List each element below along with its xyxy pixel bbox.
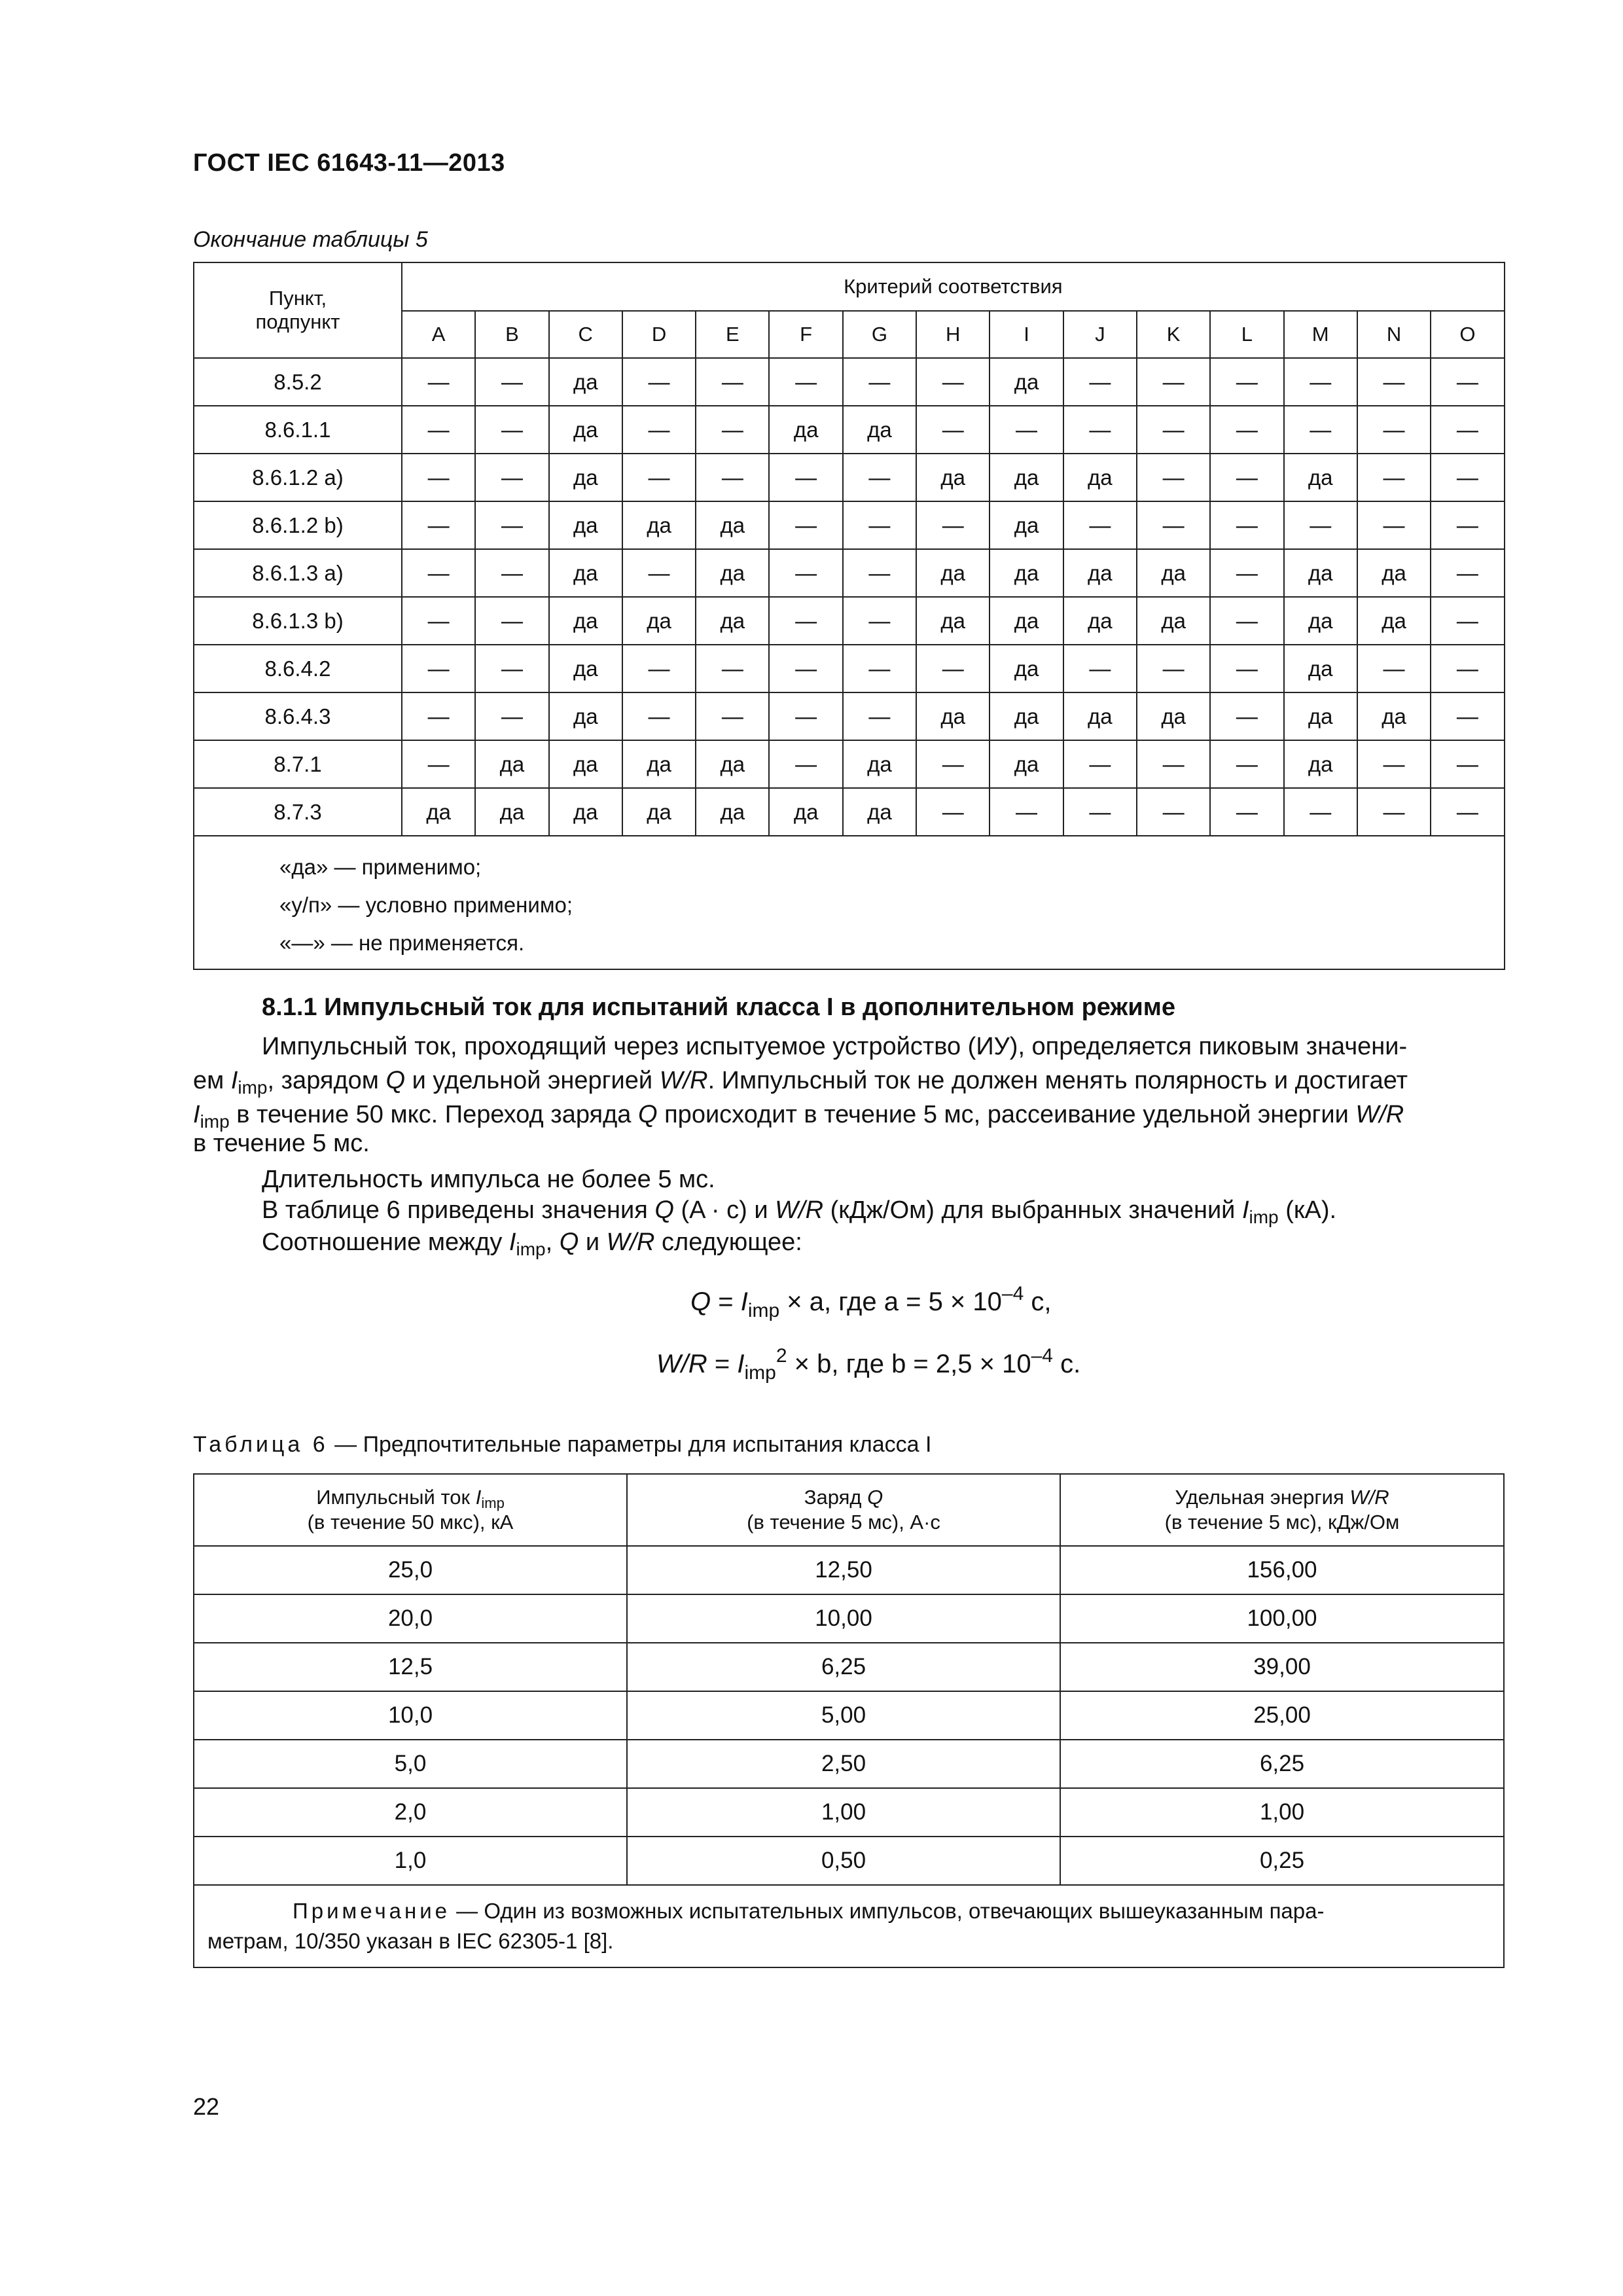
table5-cell: да bbox=[990, 740, 1063, 788]
table5-cell: — bbox=[843, 645, 916, 692]
table5-item-cell: 8.7.1 bbox=[194, 740, 402, 788]
table5-cell: да bbox=[990, 692, 1063, 740]
table5-cell: — bbox=[1137, 406, 1210, 454]
table5-col-header: I bbox=[990, 311, 1063, 358]
table5-col-header: C bbox=[549, 311, 622, 358]
table6-cell: 39,00 bbox=[1060, 1643, 1504, 1691]
table5-cell: — bbox=[843, 358, 916, 406]
table6-caption: Таблица 6 — Предпочтительные параметры для испытания класса I bbox=[193, 1432, 932, 1457]
table5-col-header: M bbox=[1284, 311, 1357, 358]
paragraph-1-line-3: $I_{imp}$ в течение 50 мкс. Переход заряда Q происходит в течение 5 мс, рассеивание удельной энергии W/R bbox=[193, 1101, 1404, 1132]
table5-col-header: J bbox=[1063, 311, 1137, 358]
table5-cell: да bbox=[696, 549, 769, 597]
table5-cell: — bbox=[696, 692, 769, 740]
table5-cell: — bbox=[1210, 788, 1283, 836]
paragraph-4: Соотношение между $I_{imp}$, Q и W/R следующее: bbox=[262, 1229, 802, 1259]
table5-cell: да bbox=[990, 645, 1063, 692]
table6-cell: 20,0 bbox=[194, 1594, 627, 1643]
table5-cell: да bbox=[549, 692, 622, 740]
table5-item-cell: 8.6.4.2 bbox=[194, 645, 402, 692]
table5-cell: да bbox=[549, 358, 622, 406]
table5-item-cell: 8.6.4.3 bbox=[194, 692, 402, 740]
table5-item-cell: 8.7.3 bbox=[194, 788, 402, 836]
table5-col-header: B bbox=[475, 311, 548, 358]
table5-cell: да bbox=[696, 501, 769, 549]
table6-cell: 1,00 bbox=[627, 1788, 1060, 1837]
table5-cell: да bbox=[622, 740, 696, 788]
table5-cell: — bbox=[1284, 788, 1357, 836]
table5-cell: — bbox=[916, 501, 990, 549]
table5-col-header: D bbox=[622, 311, 696, 358]
table5-cell: — bbox=[1063, 358, 1137, 406]
table5-cell: — bbox=[402, 692, 475, 740]
table5-cell: — bbox=[916, 645, 990, 692]
table5-cell: — bbox=[696, 406, 769, 454]
table5-cell: — bbox=[1357, 501, 1431, 549]
table5-cell: — bbox=[1210, 501, 1283, 549]
table-row bbox=[194, 1788, 1504, 1837]
table5-group-header: Критерий соответствия bbox=[402, 262, 1505, 311]
table5-col-header: H bbox=[916, 311, 990, 358]
table5-cell: да bbox=[549, 501, 622, 549]
table6 bbox=[193, 1473, 1505, 1968]
table5-cell: да bbox=[916, 597, 990, 645]
table5-cell: да bbox=[549, 788, 622, 836]
table5-cell: да bbox=[696, 597, 769, 645]
table5-cell: — bbox=[1431, 692, 1504, 740]
table-row bbox=[194, 645, 1505, 692]
table5-cell: — bbox=[1431, 740, 1504, 788]
table5-cell: — bbox=[475, 597, 548, 645]
table6-cell: 0,25 bbox=[1060, 1837, 1504, 1885]
table5-cell: да bbox=[990, 597, 1063, 645]
table5-caption: Окончание таблицы 5 bbox=[193, 227, 428, 252]
table5-cell: да bbox=[843, 406, 916, 454]
table5-cell: да bbox=[990, 454, 1063, 501]
table6-header-current: Импульсный ток $I_{imp}$ (в течение 50 мкс), кА bbox=[194, 1474, 627, 1546]
table5-cell: — bbox=[1210, 406, 1283, 454]
table-row bbox=[194, 454, 1505, 501]
table5-cell: — bbox=[1210, 358, 1283, 406]
table5-cell: да bbox=[622, 501, 696, 549]
table5-cell: да bbox=[1063, 549, 1137, 597]
table5-cell: — bbox=[769, 358, 842, 406]
table5-cell: — bbox=[916, 358, 990, 406]
table6-cell: 25,00 bbox=[1060, 1691, 1504, 1740]
table5-cell: да bbox=[1063, 597, 1137, 645]
table-row bbox=[194, 501, 1505, 549]
table5-cell: да bbox=[1284, 597, 1357, 645]
table-row bbox=[194, 597, 1505, 645]
page-number: 22 bbox=[193, 2093, 220, 2120]
table5-cell: да bbox=[1284, 454, 1357, 501]
table5-cell: — bbox=[769, 645, 842, 692]
table-row bbox=[194, 549, 1505, 597]
table5-cell: — bbox=[843, 549, 916, 597]
table5-cell: да bbox=[549, 645, 622, 692]
table5-cell: да bbox=[1063, 454, 1137, 501]
table5-cell: да bbox=[843, 740, 916, 788]
table5-col-header: F bbox=[769, 311, 842, 358]
table5-cell: да bbox=[696, 788, 769, 836]
table5-cell: да bbox=[1357, 597, 1431, 645]
table5-cell: — bbox=[402, 406, 475, 454]
table5-cell: да bbox=[769, 406, 842, 454]
table5-cell: да bbox=[990, 501, 1063, 549]
paragraph-1-line-1: Импульсный ток, проходящий через испытуемое устройство (ИУ), определяется пиковым значени- bbox=[262, 1033, 1408, 1060]
table5-cell: да bbox=[769, 788, 842, 836]
table-row bbox=[194, 692, 1505, 740]
table5-cell: — bbox=[622, 549, 696, 597]
table5-cell: — bbox=[1431, 454, 1504, 501]
table5-cell: да bbox=[1063, 692, 1137, 740]
table5-col0-header: Пункт, подпункт bbox=[194, 262, 402, 358]
table5-cell: — bbox=[1284, 406, 1357, 454]
table5-item-cell: 8.5.2 bbox=[194, 358, 402, 406]
table5-cell: — bbox=[1431, 501, 1504, 549]
table6-cell: 12,50 bbox=[627, 1546, 1060, 1594]
table5-cell: — bbox=[1431, 645, 1504, 692]
table-row bbox=[194, 1837, 1504, 1885]
table5-cell: да bbox=[622, 597, 696, 645]
table5-cell: — bbox=[843, 692, 916, 740]
table5-cell: — bbox=[843, 597, 916, 645]
table5-cell: да bbox=[990, 358, 1063, 406]
table5-cell: — bbox=[1063, 788, 1137, 836]
table5-cell: да bbox=[916, 454, 990, 501]
table5-cell: да bbox=[1284, 549, 1357, 597]
table5-cell: — bbox=[1137, 358, 1210, 406]
table5-cell: да bbox=[549, 549, 622, 597]
table5-cell: — bbox=[1284, 358, 1357, 406]
table5-item-cell: 8.6.1.2 a) bbox=[194, 454, 402, 501]
table5-cell: да bbox=[1284, 692, 1357, 740]
table6-cell: 2,50 bbox=[627, 1740, 1060, 1788]
table5-cell: — bbox=[843, 501, 916, 549]
table5-cell: да bbox=[549, 406, 622, 454]
table5-cell: — bbox=[622, 358, 696, 406]
table5-cell: — bbox=[1431, 597, 1504, 645]
table5-cell: — bbox=[622, 645, 696, 692]
table5-cell: — bbox=[696, 645, 769, 692]
table5-cell: — bbox=[1137, 788, 1210, 836]
table-row bbox=[194, 788, 1505, 836]
table5-cell: — bbox=[622, 692, 696, 740]
table5-col-header: L bbox=[1210, 311, 1283, 358]
table5-cell: да bbox=[1137, 597, 1210, 645]
table5-cell: — bbox=[1357, 645, 1431, 692]
table-row bbox=[194, 1643, 1504, 1691]
table5-cell: — bbox=[843, 454, 916, 501]
table5-cell: — bbox=[990, 406, 1063, 454]
table5-item-cell: 8.6.1.1 bbox=[194, 406, 402, 454]
table-row bbox=[194, 1546, 1504, 1594]
table5-cell: — bbox=[1357, 358, 1431, 406]
table5-cell: — bbox=[475, 454, 548, 501]
table5-cell: — bbox=[916, 740, 990, 788]
table-row bbox=[194, 740, 1505, 788]
table-row bbox=[194, 1691, 1504, 1740]
table5-cell: — bbox=[1357, 454, 1431, 501]
table5-cell: — bbox=[1137, 501, 1210, 549]
table5-cell: — bbox=[1357, 788, 1431, 836]
formula-wr: $W/R = I_{imp}^2 \times b$, где $b = 2,5 \times 10^{-4}$ c. bbox=[656, 1345, 1081, 1384]
table5-cell: — bbox=[402, 597, 475, 645]
table5-cell: — bbox=[696, 358, 769, 406]
table5-cell: да bbox=[1357, 692, 1431, 740]
table5-col-header: K bbox=[1137, 311, 1210, 358]
table5-cell: — bbox=[1137, 454, 1210, 501]
table5-col-header: E bbox=[696, 311, 769, 358]
table5-cell: да bbox=[402, 788, 475, 836]
table5-cell: — bbox=[916, 788, 990, 836]
table5-cell: да bbox=[916, 549, 990, 597]
paragraph-1-line-2: ем $I_{imp}$, зарядом Q и удельной энергией W/R. Импульсный ток не должен менять полярность и достигает bbox=[193, 1067, 1408, 1098]
table5-cell: — bbox=[1431, 406, 1504, 454]
table5-cell: — bbox=[1210, 740, 1283, 788]
table6-cell: 6,25 bbox=[1060, 1740, 1504, 1788]
table5-cell: да bbox=[549, 597, 622, 645]
table5-cell: — bbox=[1137, 645, 1210, 692]
table5-cell: — bbox=[1210, 549, 1283, 597]
table6-cell: 12,5 bbox=[194, 1643, 627, 1691]
table6-cell: 6,25 bbox=[627, 1643, 1060, 1691]
table5-cell: — bbox=[1063, 406, 1137, 454]
table5-cell: — bbox=[990, 788, 1063, 836]
section-title: 8.1.1 Импульсный ток для испытаний класса I в дополнительном режиме bbox=[262, 994, 1175, 1021]
document-header: ГОСТ IEC 61643-11—2013 bbox=[193, 149, 505, 177]
table5-cell: — bbox=[402, 549, 475, 597]
table5-cell: — bbox=[769, 501, 842, 549]
table5-cell: — bbox=[1063, 501, 1137, 549]
table5-cell: да bbox=[549, 454, 622, 501]
table5-cell: — bbox=[402, 645, 475, 692]
table6-cell: 10,0 bbox=[194, 1691, 627, 1740]
table5-cell: — bbox=[475, 501, 548, 549]
table5-cell: — bbox=[1357, 406, 1431, 454]
table5-cell: — bbox=[475, 358, 548, 406]
table5-cell: — bbox=[475, 549, 548, 597]
table5-cell: да bbox=[1284, 740, 1357, 788]
table6-header-charge: Заряд Q (в течение 5 мс), А·с bbox=[627, 1474, 1060, 1546]
table5-cell: — bbox=[769, 692, 842, 740]
table5-legend: «да» — применимо; «у/п» — условно применимо; «—» — не применяется. bbox=[194, 836, 1505, 969]
table5-cell: да bbox=[1137, 692, 1210, 740]
table5-cell: да bbox=[1137, 549, 1210, 597]
table5-cell: — bbox=[696, 454, 769, 501]
table6-cell: 10,00 bbox=[627, 1594, 1060, 1643]
table5-cell: — bbox=[475, 406, 548, 454]
table5-cell: — bbox=[622, 454, 696, 501]
table5-cell: — bbox=[916, 406, 990, 454]
table5-cell: — bbox=[622, 406, 696, 454]
table6-cell: 5,0 bbox=[194, 1740, 627, 1788]
table5-cell: — bbox=[402, 501, 475, 549]
table5-item-cell: 8.6.1.3 b) bbox=[194, 597, 402, 645]
table5 bbox=[193, 262, 1505, 970]
table5-cell: да bbox=[990, 549, 1063, 597]
table6-cell: 1,00 bbox=[1060, 1788, 1504, 1837]
table5-cell: — bbox=[402, 454, 475, 501]
table5-cell: да bbox=[622, 788, 696, 836]
table5-col-header: N bbox=[1357, 311, 1431, 358]
table5-cell: — bbox=[402, 358, 475, 406]
table5-cell: да bbox=[916, 692, 990, 740]
table6-cell: 100,00 bbox=[1060, 1594, 1504, 1643]
table5-cell: — bbox=[1137, 740, 1210, 788]
table-row bbox=[194, 406, 1505, 454]
table6-cell: 2,0 bbox=[194, 1788, 627, 1837]
table5-cell: — bbox=[402, 740, 475, 788]
table5-item-cell: 8.6.1.3 a) bbox=[194, 549, 402, 597]
table5-cell: да bbox=[843, 788, 916, 836]
formula-q: $Q = I_{imp} \times a$, где $a = 5 \times 10^{-4}$ c, bbox=[690, 1283, 1052, 1321]
table5-cell: да bbox=[475, 740, 548, 788]
table5-cell: да bbox=[475, 788, 548, 836]
table6-note: Примечание — Один из возможных испытательных импульсов, отвечающих вышеуказанным пара- метрам, 10/350 указан в IEC 62305-1 [8]. bbox=[194, 1885, 1504, 1967]
table5-cell: — bbox=[1210, 645, 1283, 692]
table5-col-header: O bbox=[1431, 311, 1504, 358]
table6-cell: 5,00 bbox=[627, 1691, 1060, 1740]
table5-cell: да bbox=[1357, 549, 1431, 597]
table5-cell: — bbox=[769, 549, 842, 597]
table5-cell: — bbox=[1431, 788, 1504, 836]
table5-cell: да bbox=[1284, 645, 1357, 692]
table5-cell: — bbox=[475, 645, 548, 692]
table5-cell: — bbox=[1210, 692, 1283, 740]
table6-cell: 0,50 bbox=[627, 1837, 1060, 1885]
table5-cell: — bbox=[475, 692, 548, 740]
table5-cell: — bbox=[1063, 645, 1137, 692]
table6-cell: 25,0 bbox=[194, 1546, 627, 1594]
table-row bbox=[194, 1740, 1504, 1788]
table5-cell: — bbox=[769, 740, 842, 788]
table5-col-header: G bbox=[843, 311, 916, 358]
table-row bbox=[194, 358, 1505, 406]
table5-cell: — bbox=[1210, 597, 1283, 645]
table6-cell: 156,00 bbox=[1060, 1546, 1504, 1594]
table5-cell: да bbox=[549, 740, 622, 788]
table6-header-energy: Удельная энергия W/R (в течение 5 мс), кДж/Ом bbox=[1060, 1474, 1504, 1546]
table5-cell: — bbox=[1284, 501, 1357, 549]
table5-item-cell: 8.6.1.2 b) bbox=[194, 501, 402, 549]
paragraph-1-line-4: в течение 5 мс. bbox=[193, 1130, 370, 1157]
table-row bbox=[194, 1594, 1504, 1643]
table6-cell: 1,0 bbox=[194, 1837, 627, 1885]
paragraph-2: Длительность импульса не более 5 мс. bbox=[262, 1166, 715, 1193]
table5-cell: да bbox=[696, 740, 769, 788]
table5-cell: — bbox=[769, 597, 842, 645]
paragraph-3: В таблице 6 приведены значения Q (A · c) и W/R (кДж/Ом) для выбранных значений $I_{imp}$ (кА). bbox=[262, 1196, 1337, 1227]
table5-cell: — bbox=[1063, 740, 1137, 788]
table5-cell: — bbox=[1431, 549, 1504, 597]
table5-cell: — bbox=[1210, 454, 1283, 501]
table5-cell: — bbox=[769, 454, 842, 501]
table5-col-header: A bbox=[402, 311, 475, 358]
table5-cell: — bbox=[1357, 740, 1431, 788]
table5-cell: — bbox=[1431, 358, 1504, 406]
